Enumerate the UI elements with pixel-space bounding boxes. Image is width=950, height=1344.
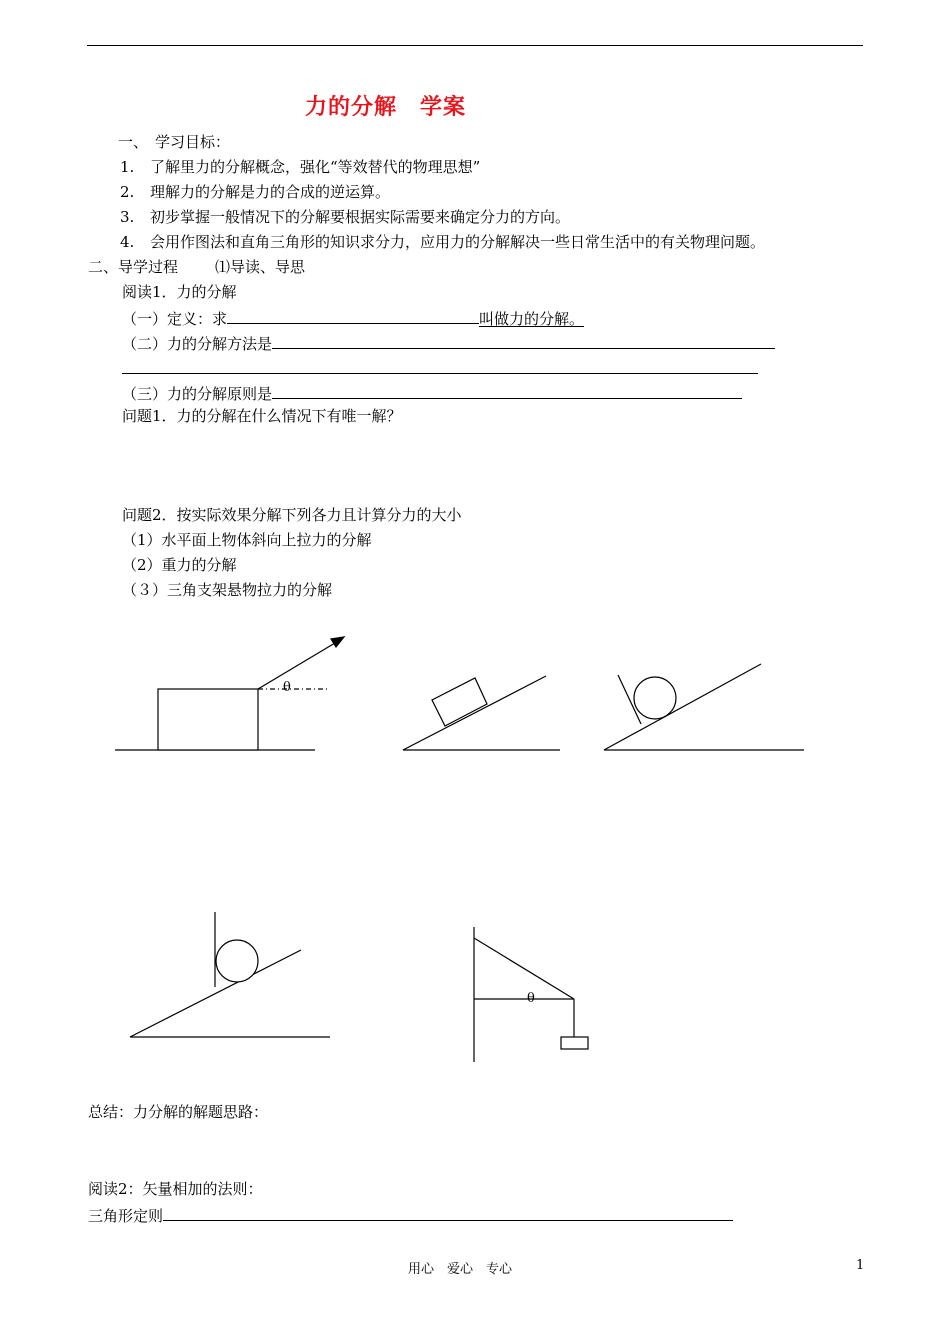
ball-2 — [216, 940, 258, 982]
goal-item-2: 理解力的分解是力的合成的逆运算。 — [150, 183, 391, 201]
pull-force-arrow-shaft — [258, 643, 335, 689]
question-1: 问题1．力的分解在什么情况下有唯一解？ — [122, 407, 402, 425]
summary: 总结：力分解的解题思路： — [88, 1103, 269, 1121]
angle-label-1: θ — [283, 680, 291, 695]
goal-item-3: 初步掌握一般情况下的分解要根据实际需要来确定分力的方向。 — [150, 208, 571, 226]
method-label: （二）力的分解方法是 — [122, 335, 273, 353]
principle-label: （三）力的分解原则是 — [122, 385, 273, 403]
section1-number: 一、 — [118, 133, 149, 151]
figure-ball-on-incline-with-board — [604, 664, 804, 750]
question-2-item-1: （1）水平面上物体斜向上拉力的分解 — [122, 531, 372, 549]
box — [158, 689, 258, 750]
triangle-rule-label: 三角形定则 — [88, 1207, 164, 1225]
figure-block-on-incline — [403, 676, 560, 750]
figure-ball-against-wall-on-incline — [130, 912, 330, 1037]
goal-item-1-num: 1. — [120, 158, 135, 176]
page-number: 1 — [856, 1258, 865, 1273]
goal-item-4-num: 4. — [120, 233, 135, 251]
question-2-item-2: （2）重力的分解 — [122, 556, 237, 574]
question-2-item-3: （３）三角支架悬物拉力的分解 — [122, 581, 333, 599]
angle-label-2: θ — [527, 991, 535, 1006]
definition-prefix: （一）定义：求 — [122, 310, 228, 328]
reading1-heading: 阅读1．力的分解 — [122, 283, 237, 301]
footer-slogan: 用心 爱心 专心 — [408, 1262, 513, 1277]
triangle-rule-line — [88, 1204, 733, 1225]
page-title: 力的分解 学案 — [305, 94, 467, 120]
section2-heading: 二、导学过程 — [88, 258, 179, 276]
section1-heading: 学习目标： — [155, 133, 231, 151]
bracket-slant-rod — [474, 938, 574, 999]
goal-item-2-num: 2. — [120, 183, 135, 201]
figure-box-pulled-on-floor — [115, 637, 344, 750]
triangle-rule-blank[interactable] — [163, 1204, 733, 1221]
goal-item-3-num: 3. — [120, 208, 135, 226]
pull-force-arrowhead — [331, 637, 344, 647]
goal-item-1: 了解里力的分解概念，强化“等效替代的物理思想” — [150, 158, 481, 176]
goal-item-4: 会用作图法和直角三角形的知识求分力，应用力的分解解决一些日常生活中的有关物理问题。 — [150, 233, 766, 251]
section2-subheading: ⑴导读、导思 — [215, 258, 306, 276]
block-on-incline — [432, 678, 487, 726]
definition-suffix: 叫做力的分解。 — [479, 310, 585, 328]
ball — [634, 677, 676, 719]
reading2-heading: 阅读2：矢量相加的法则： — [88, 1180, 263, 1198]
incline-slope-2 — [604, 664, 761, 750]
question-2: 问题2．按实际效果分解下列各力且计算分力的大小 — [122, 506, 462, 524]
hanging-weight — [561, 1037, 588, 1049]
